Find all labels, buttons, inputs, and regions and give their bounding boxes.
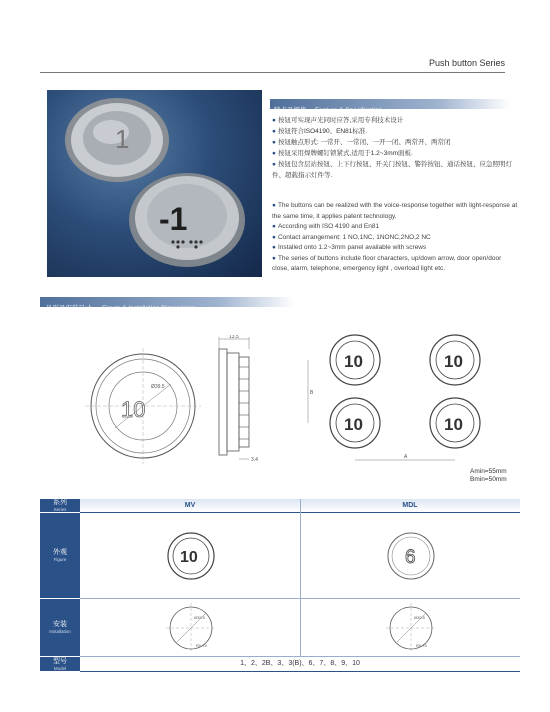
photo-button-back-label: 1 [115,124,130,154]
feature-item-en: ● The series of buttons include floor characters, up/down arrow, door open/door close, alarm, telephone, emergency light , overload light etc. [272,254,502,272]
amin-value: Amin=55mm [470,468,507,475]
figure-mv [166,531,216,581]
table-col-divider [300,499,301,656]
dimensions-heading-en: Figure & Installation Dimensions [101,305,196,312]
dimension-note [470,468,507,484]
feature-item-cn: ● 按钮可实现声光同时应答,采用专利技术设计 [272,117,404,124]
model-list: 1、2、2B、3、3(B)、6、7、8、9、10 [240,660,360,667]
side-view-bottom-dim: 3.4 [251,457,258,463]
row-header-model: 型号 Model [40,657,80,671]
product-photo [47,90,262,277]
feature-item-cn: ● 按钮包含层站按钮、上下行按钮、开关门按钮、警铃按钮、通话按钮、应急照明灯件、超载指示灯件等. [272,161,512,179]
spec-table [40,499,520,674]
installation-mv [166,603,216,653]
col-header-mv: MV [80,499,300,512]
features-heading-cn: 特点及规格 [274,107,307,114]
layout-button-label: 10 [444,415,463,434]
feature-item-en: ● According with ISO 4190 and En81 [272,223,380,230]
features-list-cn [272,115,517,181]
front-view-dia-label: Ø39.5 [151,384,165,390]
features-heading-bar [270,99,510,114]
features-list-en [272,201,520,275]
feature-item-cn: ● 按钮符合ISO4190、EN81标准. [272,128,368,135]
photo-button-front-label: -1 [159,201,188,237]
layout-button-label: 10 [344,352,363,371]
figure-mdl-label: 6 [405,547,416,568]
dimensions-heading-bar [40,297,295,312]
installation-mv-note: R0.75 [196,643,207,648]
installation-mdl-note: R0.75 [416,643,427,648]
figure-mdl [386,531,436,581]
side-view-top-dim: 13.5 [229,335,239,340]
installation-mdl [386,603,436,653]
feature-item-en: ● Installed onto 1.2~3mm panel available with screws [272,244,427,251]
layout-dim-b: B [310,390,314,396]
row-header-installation: 安装 Installation [40,599,80,656]
layout-dim-a: A [404,454,408,460]
row-header-figure: 外观 Figure [40,513,80,598]
front-view-drawing [85,348,205,468]
features-heading-en: Feature & Specification [314,107,383,114]
front-view-label: 10 [121,397,146,422]
layout-button-label: 10 [444,352,463,371]
feature-item-cn: ● 按钮触点形式: 一常开、一常闭、一开一闭、两常开、两常闭 [272,139,451,146]
dimensions-heading-cn: 外形及安装尺寸 [46,305,92,312]
installation-mdl-dim: Ø39.5 [414,615,425,620]
installation-mv-dim: Ø39.5 [194,615,205,620]
figure-mv-label: 10 [180,549,198,566]
page-header-title: Push button Series [428,58,505,68]
header-divider [40,72,505,73]
feature-item-en: ● Contact arrangement: 1 NO,1NC, 1NONC,2NO,2 NC [272,233,431,241]
layout-drawing [300,330,500,475]
feature-item-en: ● The buttons can be realized with the voice-response together with light-response at the same time, it applies patent technology. [272,202,518,220]
side-view-drawing [205,335,265,470]
feature-item-cn: ● 按钮采用焊牌螺钉锁紧式,适用于1.2~3mm面板. [272,150,413,157]
bmin-value: Bmin=50mm [470,476,507,483]
row-header-series: 系列 Series [40,499,80,512]
col-header-mdl: MDL [300,499,520,512]
layout-button-label: 10 [344,415,363,434]
product-photo-art [47,90,262,277]
table-divider [80,671,520,672]
